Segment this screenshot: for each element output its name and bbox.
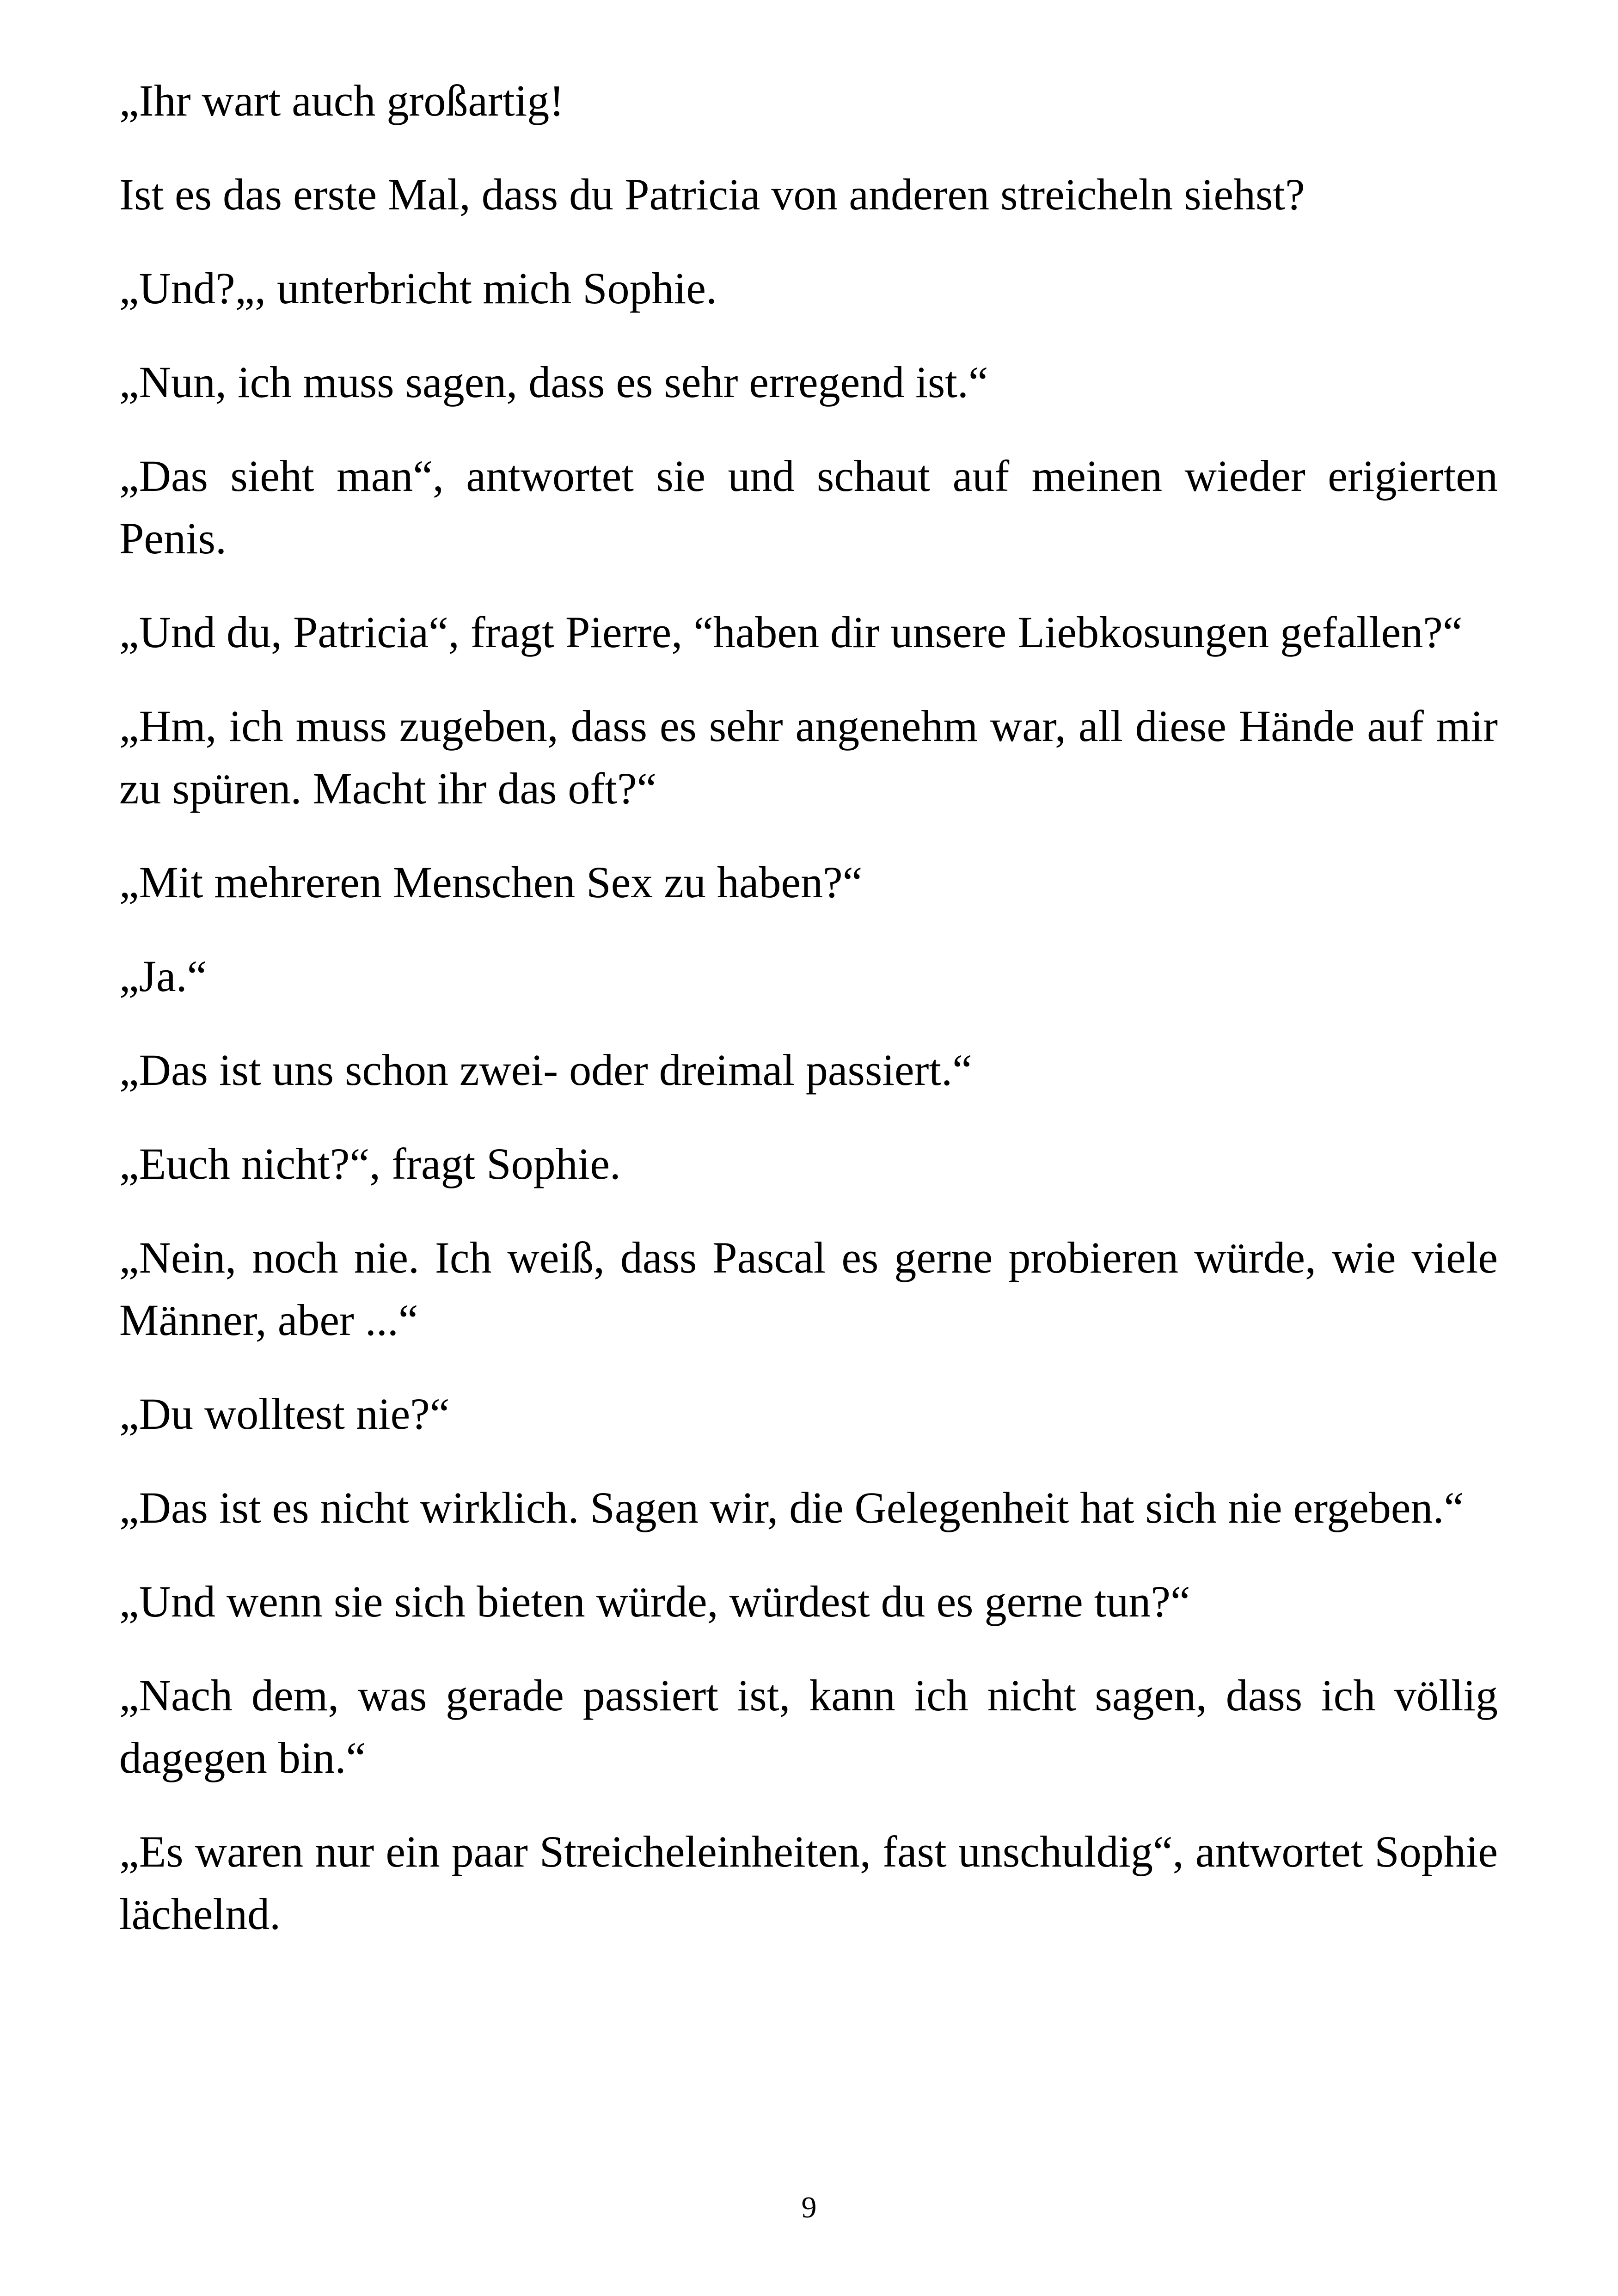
paragraph-8: „Mit mehreren Menschen Sex zu haben?“	[119, 857, 863, 907]
paragraph-17: „Es waren nur ein paar Streicheleinheiten, fast unschuldig“, antwortet Sophie lächelnd.	[119, 1827, 1498, 1939]
paragraph-1: „Ihr wart auch großartig!	[119, 76, 564, 125]
paragraph-9: „Ja.“	[119, 951, 207, 1001]
paragraph-11: „Euch nicht?“, fragt Sophie.	[119, 1139, 621, 1188]
paragraph-13: „Du wolltest nie?“	[119, 1389, 450, 1439]
paragraph-12: „Nein, noch nie. Ich weiß, dass Pascal es gerne probieren würde, wie viele Männer, aber ...“	[119, 1233, 1498, 1345]
paragraph-10: „Das ist uns schon zwei- oder dreimal passiert.“	[119, 1045, 972, 1095]
paragraph-5: „Das sieht man“, antwortet sie und schaut auf meinen wieder erigierten Penis.	[119, 451, 1498, 563]
paragraph-4: „Nun, ich muss sagen, dass es sehr erregend ist.“	[119, 357, 988, 407]
paragraph-3: „Und?„, unterbricht mich Sophie.	[119, 263, 717, 313]
paragraph-6: „Und du, Patricia“, fragt Pierre, “haben dir unsere Liebkosungen gefallen?“	[119, 607, 1463, 657]
paragraph-15: „Und wenn sie sich bieten würde, würdest du es gerne tun?“	[119, 1577, 1190, 1626]
paragraph-16: „Nach dem, was gerade passiert ist, kann ich nicht sagen, dass ich völlig dagegen bin.“	[119, 1671, 1498, 1782]
page-number: 9	[801, 2191, 817, 2224]
body-text	[119, 69, 1498, 1977]
paragraph-2: Ist es das erste Mal, dass du Patricia von anderen streicheln siehst?	[119, 170, 1305, 219]
paragraph-14: „Das ist es nicht wirklich. Sagen wir, die Gelegenheit hat sich nie ergeben.“	[119, 1483, 1464, 1532]
paragraph-7: „Hm, ich muss zugeben, dass es sehr angenehm war, all diese Hände auf mir zu spüren. Macht ihr das oft?“	[119, 701, 1498, 813]
